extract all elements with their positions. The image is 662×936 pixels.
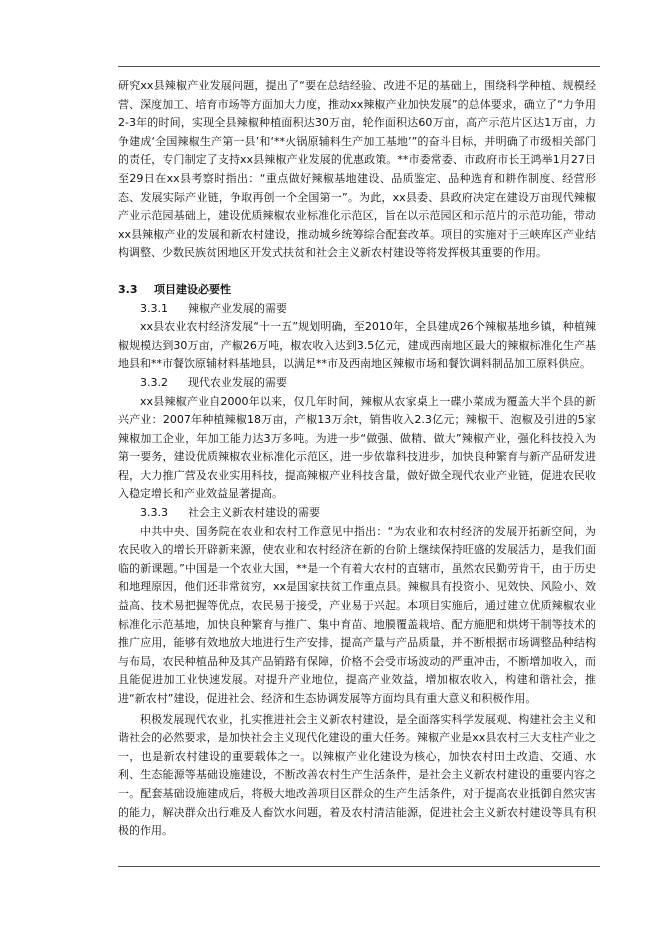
subsection-heading-2 xyxy=(118,374,596,393)
subsection-body-3b: 积极发展现代农业，扎实推进社会主义新农村建设，是全面落实科学发展观、构建社会主义和谐社会的必然要求，是加快社会主义现代化建设的重大任务。辣椒产业是xx县农村三大支柱产业之一，也是新农村建设的重要载体之一。以辣椒产业化建设为核心，加快农村田土改造、交通、水利、生态能源等基础设施建设，不断改善农村生产生活条件，是社会主义新农村建设的重要内容之一。配套基础设施建成后，将极大地改善项目区群众的生产生活条件，对于提高农业抵御自然灾害的能力，解决群众出行难及人畜饮水问题，着及农村清洁能源，促进社会主义新农村建设等具有积极的作用。 xyxy=(118,712,596,838)
subsection-heading-3 xyxy=(118,504,596,523)
section-title: 项目建设必要性 xyxy=(154,282,231,296)
section-number: 3.3 xyxy=(118,282,138,296)
subsection-title-3: 社会主义新农村建设的需要 xyxy=(188,506,320,520)
subsection-body-3a: 中共中央、国务院在农业和农村工作意见中指出：“为农业和农村经济的发展开拓新空间，为农民收入的增长开辟新来源，使农业和农村经济在新的台阶上继续保持旺盛的发展活力，是我们面临的新课题。”中国是一个农业大国，**是一个有着大农村的直辖市，虽然农民勤劳肯干，由于历史和地理原因，他们还非常贫穷，xx是国家扶贫工作重点县。辣椒具有投资小、见效快、风险小、效益高、技术易把握等优点，农民易于接受，产业易于兴起。本项目实施后，通过建立优质辣椒农业标准化示范基地，加快良种繁育与推广、集中育苗、地膜覆盖栽培、配方施肥和烘烤干制等技术的推广应用，能够有效地放大地进行生产安排，提高产量与产品质量，并不断根据市场调整品种结构与布局，农民种植品种及其产品销路有保障，价格不会受市场波动的严重冲击，不断增加收入，而且能促进加工业快速发展。对提升产业地位，提高产业效益，增加椒农收入，构建和谐社会，推进“新农村”建设，促进社会、经济和生态协调发展等方面均具有重大意义和积极作用。 xyxy=(118,524,596,705)
section-heading xyxy=(118,281,596,300)
subsection-number-3: 3.3.3 xyxy=(140,506,168,520)
subsection-title-1: 辣椒产业发展的需要 xyxy=(188,301,287,315)
subsection-heading-1 xyxy=(118,300,596,319)
subsection-body-2: xx县辣椒产业自2000年以来，仅几年时间，辣椒从农家桌上一碟小菜成为覆盖大半个县的新兴产业：2007年种植辣椒18万亩，产椒13万余t，销售收入2.3亿元；辣椒干、泡椒及引进的5家辣椒加工企业，年加工能力达3万多吨。为进一步“做强、做精、做大”辣椒产业，强化科技投入为第一要务，建设优质辣椒农业标准化示范区，进一步依靠科技进步，加快良种繁育与新产品研发进程，大力推广营及农业实用科技，提高辣椒产业科技含量，做好做全现代农业产业链，促进农民收入稳定增长和产业效益显著提高。 xyxy=(118,394,596,501)
intro-paragraph: 研究xx县辣椒产业发展问题，提出了“要在总结经验、改进不足的基础上，围绕科学种植、规模经营、深度加工、培育市场等方面加大力度，推动xx辣椒产业加快发展”的总体要求，确立了“力争用2-3年的时间，实现全县辣椒种植面积达30万亩，轮作面积达60万亩，高产示范片区达1万亩，力争建成‘全国辣椒生产第一县’和‘**火锅原辅料生产加工基地’”的奋斗目标，并明确了市级相关部门的责任，专门制定了支持xx县辣椒产业发展的优惠政策。**市委常委、市政府市长王鸿举1月27日至29日在xx县考察时指出：“重点做好辣椒基地建设、品质鉴定、品种选育和耕作制度、经营形态、发展实际产业链，争取再创一个全国第一”。为此，xx县委、县政府决定在建设万亩现代辣椒产业示范园基础上，建设优质辣椒农业标准化示范区，旨在以示范园区和示范片的示范功能，带动xx县辣椒产业的发展和新农村建设，推动城乡统筹综合配套改革。项目的实施对于三峡库区产业结构调整、少数民族贫困地区开发式扶贫和社会主义新农村建设等将发挥极其重要的作用。 xyxy=(118,79,596,260)
subsection-title-2: 现代农业发展的需要 xyxy=(188,375,287,389)
subsection-number-1: 3.3.1 xyxy=(140,301,168,315)
footer-rule xyxy=(118,866,600,867)
header-rule xyxy=(118,66,600,67)
document-body xyxy=(118,77,596,841)
subsection-body-1: xx县农业农村经济发展“十一五”规划明确，至2010年，全县建成26个辣椒基地乡镇，种植辣椒规模达到30万亩，产椒26万吨，椒农收入达到3.5亿元，建成西南地区最大的辣椒标准化生产基地县和**市餐饮原辅材料基地县，以满足**市及西南地区辣椒市场和餐饮调料制品加工原料供应。 xyxy=(118,320,596,371)
subsection-number-2: 3.3.2 xyxy=(140,375,168,389)
